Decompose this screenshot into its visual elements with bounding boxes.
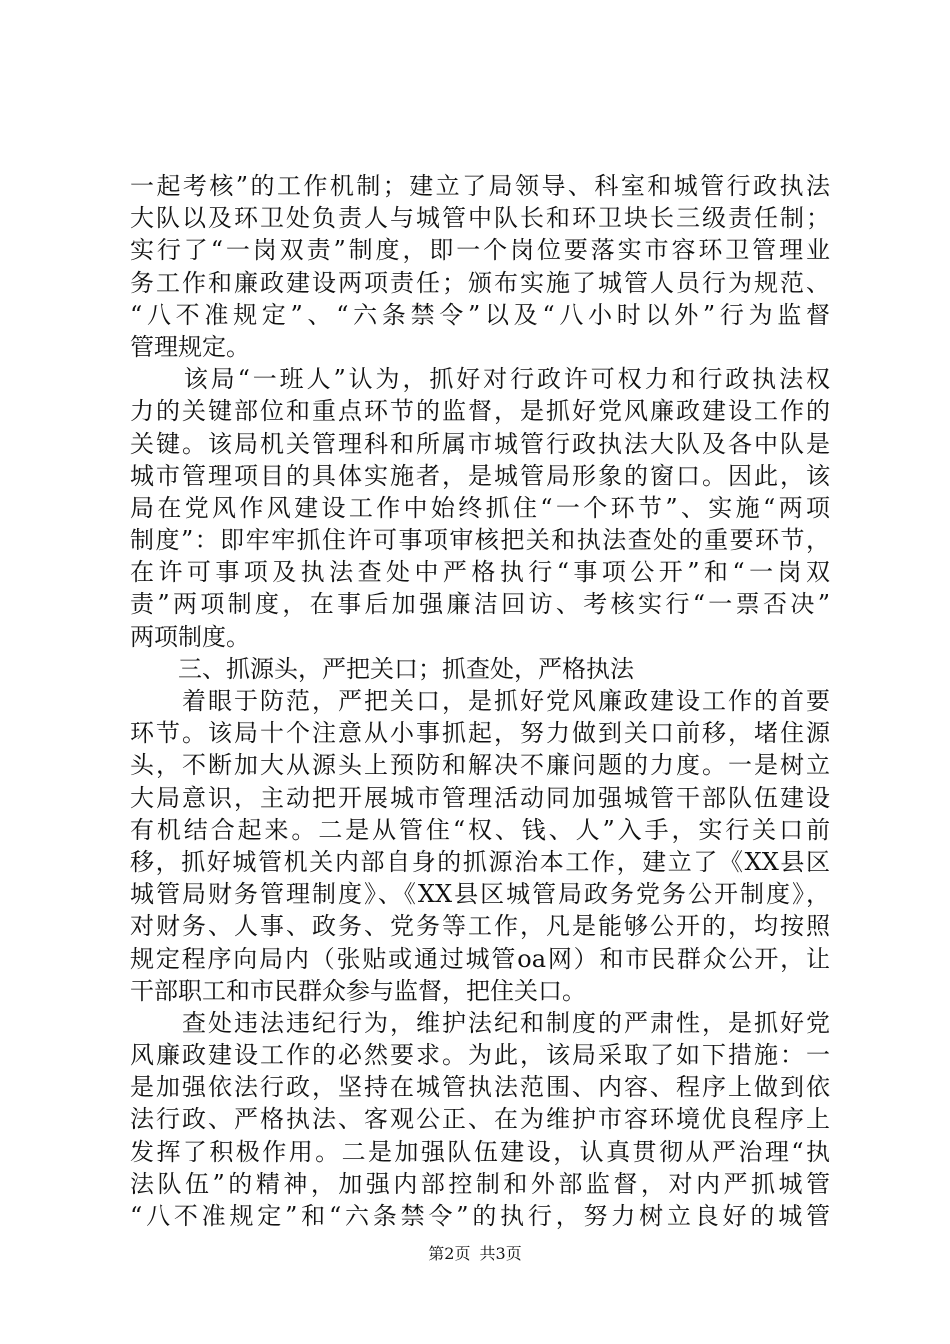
text-line: 风廉政建设工作的必然要求。为此，该局采取了如下措施：一 (130, 1041, 830, 1070)
text-line: 实行了“一岗双责”制度，即一个岗位要落实市容环卫管理业 (130, 236, 830, 265)
text-line: 大队以及环卫处负责人与城管中队长和环卫块长三级责任制； (130, 204, 830, 233)
page-total: 共3页 (479, 1244, 522, 1263)
text-line: 局在党风作风建设工作中始终抓住“一个环节”、实施“两项 (130, 493, 830, 522)
page-footer (0, 1244, 950, 1264)
text-line: 规定程序向局内（张贴或通过城管oa网）和市民群众公开，让 (130, 944, 830, 973)
text-line: 该局“一班人”认为，抓好对行政许可权力和行政执法权 (130, 365, 830, 394)
text-line: 城管局财务管理制度》、《XX县区城管局政务党务公开制度》， (130, 880, 830, 909)
text-line: 法队伍”的精神，加强内部控制和外部监督，对内严抓城管 (130, 1169, 830, 1198)
text-line: 制度”：即牢牢抓住许可事项审核把关和执法查处的重要环节， (130, 526, 830, 555)
text-line: 管理规定。 (130, 332, 250, 361)
text-line: 两项制度。 (130, 622, 250, 651)
page-number: 第2页 (428, 1244, 471, 1263)
text-line: 查处违法违纪行为，维护法纪和制度的严肃性，是抓好党 (130, 1008, 830, 1037)
text-line: 头，不断加大从源头上预防和解决不廉问题的力度。一是树立 (130, 751, 830, 780)
text-line: 城市管理项目的具体实施者，是城管局形象的窗口。因此，该 (130, 461, 830, 490)
text-line: 三、抓源头，严把关口；抓查处，严格执法 (130, 654, 634, 683)
text-line: “八不准规定”、“六条禁令”以及“八小时以外”行为监督 (130, 300, 830, 329)
text-line: 务工作和廉政建设两项责任；颁布实施了城管人员行为规范、 (130, 268, 830, 297)
text-line: 有机结合起来。二是从管住“权、钱、人”入手，实行关口前 (130, 815, 830, 844)
text-line: 着眼于防范，严把关口，是抓好党风廉政建设工作的首要 (130, 687, 830, 715)
text-line: 是加强依法行政，坚持在城管执法范围、内容、程序上做到依 (130, 1073, 830, 1102)
document-body (130, 170, 830, 1232)
text-line: 力的关键部位和重点环节的监督，是抓好党风廉政建设工作的 (130, 397, 830, 426)
text-line: 关键。该局机关管理科和所属市城管行政执法大队及各中队是 (130, 429, 830, 458)
text-line: 一起考核”的工作机制；建立了局领导、科室和城管行政执法 (130, 172, 830, 200)
text-line: 在许可事项及执法查处中严格执行“事项公开”和“一岗双 (130, 558, 830, 587)
text-line: 对财务、人事、政务、党务等工作，凡是能够公开的，均按照 (130, 912, 830, 941)
text-line: 法行政、严格执法、客观公正、在为维护市容环境优良程序上 (130, 1105, 830, 1134)
text-line: 责”两项制度，在事后加强廉洁回访、考核实行“一票否决” (130, 590, 830, 619)
text-line: 大局意识，主动把开展城市管理活动同加强城管干部队伍建设 (130, 783, 830, 812)
text-line: “八不准规定”和“六条禁令”的执行，努力树立良好的城管 (130, 1202, 830, 1230)
text-line: 移，抓好城管机关内部自身的抓源治本工作，建立了《XX县区 (130, 847, 830, 876)
text-line: 环节。该局十个注意从小事抓起，努力做到关口前移，堵住源 (130, 719, 830, 748)
text-line: 干部职工和市民群众参与监督，把住关口。 (130, 976, 586, 1005)
text-line: 发挥了积极作用。二是加强队伍建设，认真贯彻从严治理“执 (130, 1137, 830, 1166)
